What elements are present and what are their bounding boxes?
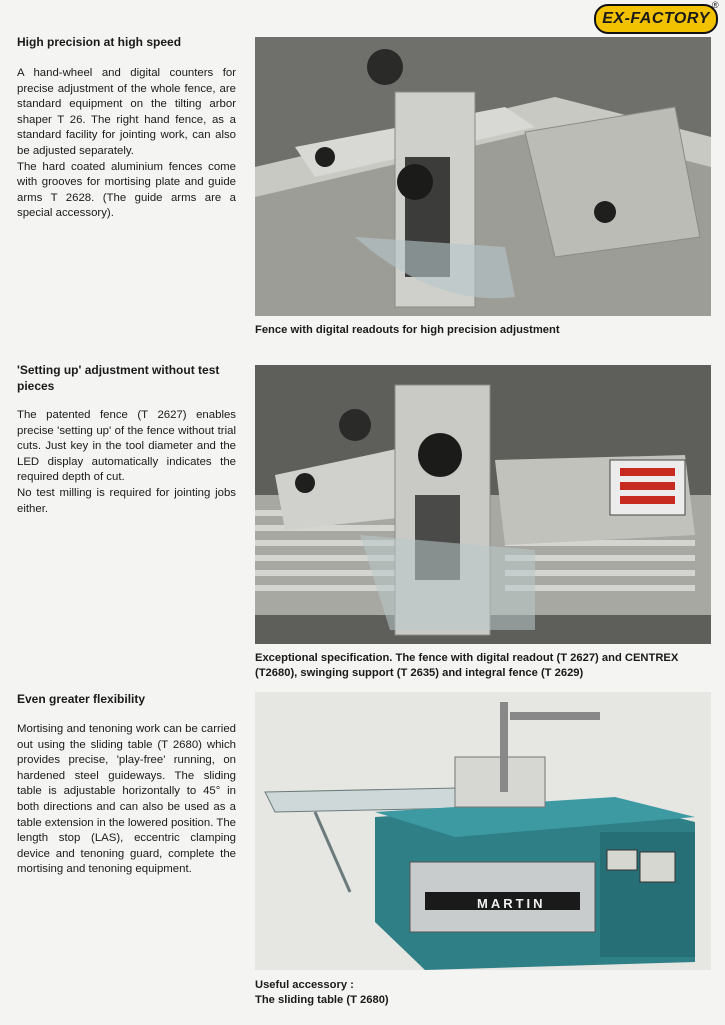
- section-heading-precision: High precision at high speed: [17, 35, 182, 49]
- section-heading-setting-up: 'Setting up' adjustment without test pieces: [17, 363, 220, 393]
- section-body-flexibility: [17, 722, 236, 878]
- paragraph: The patented fence (T 2627) enables precise 'setting up' of the fence without trial cuts. Just key in the tool diameter and the LED display automatically indicates the required depth of cut.: [17, 409, 236, 484]
- fence-photo: [255, 37, 711, 316]
- paragraph: No test milling is required for jointing jobs either.: [17, 486, 236, 515]
- digital-fence-photo: [255, 365, 711, 644]
- section-heading-flexibility: Even greater flexibility: [17, 692, 146, 706]
- caption-digital-fence: Exceptional specification. The fence with digital readout (T 2627) and CENTREX (T2680), swinging support (T 2635) and integral fence (T 2629): [255, 652, 679, 679]
- paragraph: The hard coated aluminium fences come with grooves for mortising plate and guide arms T 2628. (The guide arms are a special accessory).: [17, 160, 236, 220]
- caption-fence-photo: Fence with digital readouts for high precision adjustment: [255, 324, 560, 336]
- paragraph: Mortising and tenoning work can be carried out using the sliding table (T 2680) which provides precise, 'play-free' running, on hardened steel guideways. The sliding table is adjustable horizontally to 45° in both directions and can also be used as a table extension in the lowered position. The length stop (LAS), eccentric clamping device and tenoning guard, complete the mortising and tenoning equipment.: [17, 723, 236, 876]
- registered-mark: ®: [712, 0, 719, 10]
- caption-sliding-table-line1: Useful accessory :: [255, 979, 354, 991]
- logo-text: EX-FACTORY: [602, 10, 710, 27]
- section-body-precision: [17, 66, 236, 222]
- ex-factory-logo: [594, 4, 718, 34]
- caption-sliding-table-line2: The sliding table (T 2680): [255, 994, 389, 1006]
- sliding-table-photo: [255, 692, 711, 970]
- paragraph: A hand-wheel and digital counters for precise adjustment of the whole fence, are standard equipment on the tilting arbor shaper T 26. The right hand fence, as a standard facility for jointing work, can also be adjusted separately.: [17, 67, 236, 157]
- machine-label: MARTIN: [477, 896, 546, 911]
- section-body-setting-up: [17, 408, 236, 517]
